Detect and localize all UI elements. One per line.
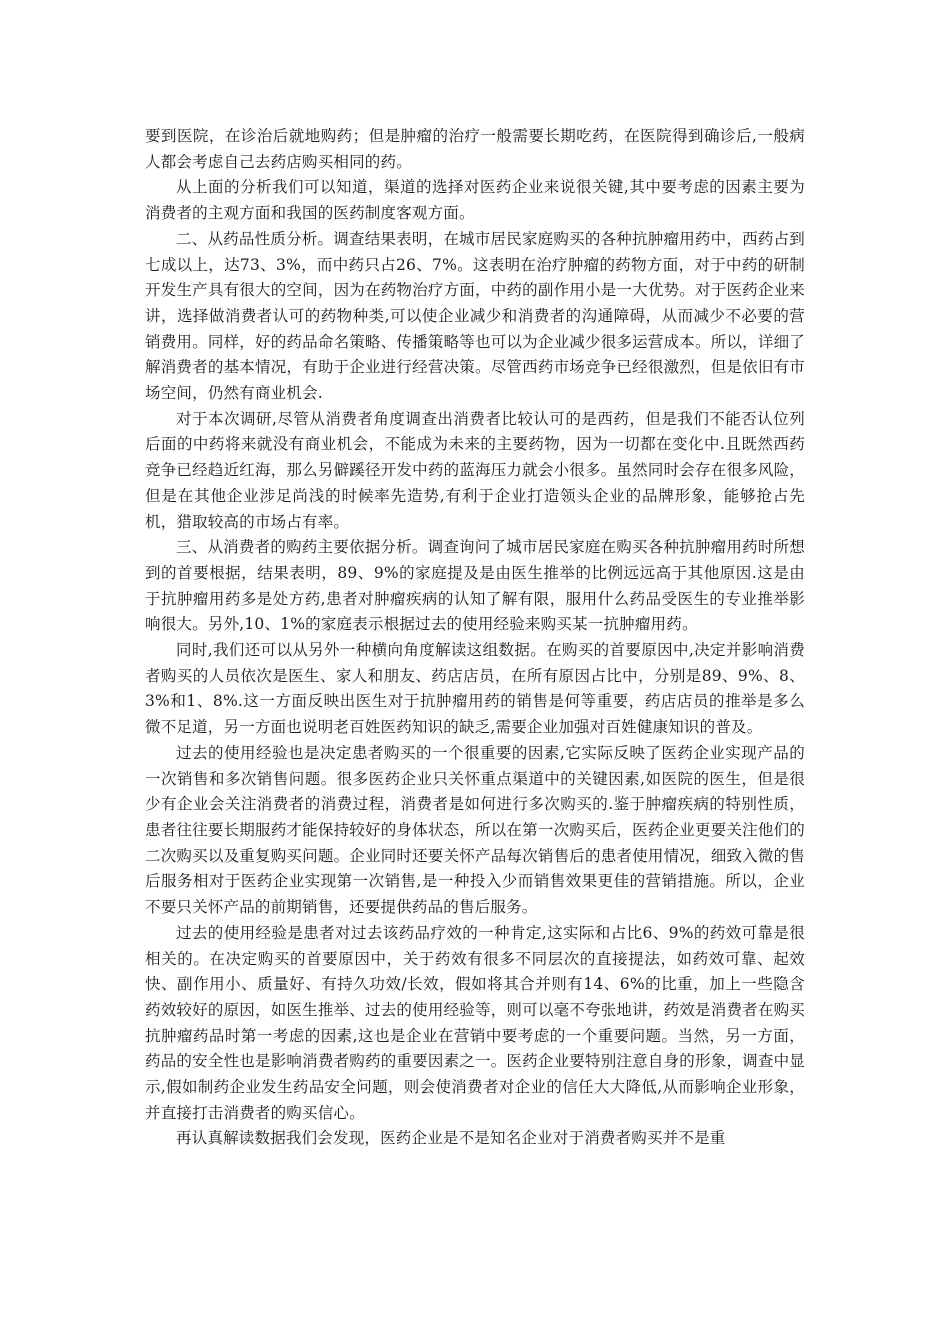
document-body <box>145 124 805 1152</box>
paragraph-efficacy: 过去的使用经验是患者对过去该药品疗效的一种肯定,这实际和占比6、9%的药效可靠是很相关的。在决定购买的首要原因中，关于药效有很多不同层次的直接提法，如药效可靠、起效快、副作用小、质量好、有持久功效/长效，假如将其合并则有14、6%的比重，加上一些隐含药效较好的原因，如医生推举、过去的使用经验等，则可以毫不夸张地讲，药效是消费者在购买抗肿瘤药品时第一考虑的因素,这也是企业在营销中要考虑的一个重要问题。当然，另一方面，药品的安全性也是影响消费者购药的重要因素之一。医药企业要特别注意自身的形象，调查中显示,假如制药企业发生药品安全问题，则会使消费者对企业的信任大大降低,从而影响企业形象，并直接打击消费者的购买信心。 <box>145 923 805 1122</box>
paragraph-continuation: 要到医院，在诊治后就地购药；但是肿瘤的治疗一般需要长期吃药，在医院得到确诊后,一般病人都会考虑自己去药店购买相同的药。 <box>145 127 805 171</box>
paragraph-channel-summary: 从上面的分析我们可以知道，渠道的选择对医药企业来说很关键,其中要考虑的因素主要为消费者的主观方面和我国的医药制度客观方面。 <box>145 178 805 223</box>
paragraph-usage-experience: 过去的使用经验也是决定患者购买的一个很重要的因素,它实际反映了医药企业实现产品的一次销售和多次销售问题。很多医药企业只关怀重点渠道中的关键因素,如医院的医生，但是很少有企业会关注消费者的消费过程，消费者是如何进行多次购买的.鉴于肿瘤疾病的特别性质，患者往往要长期服药才能保持较好的身体状态，所以在第一次购买后，医药企业更要关注他们的二次购买以及重复购买问题。企业同时还要关怀产品每次销售后的患者使用情况，细致入微的售后服务相对于医药企业实现第一次销售,是一种投入少而销售效果更佳的营销措施。所以，企业不要只关怀产品的前期销售，还要提供药品的售后服务。 <box>145 743 805 917</box>
paragraph-purchase-basis-analysis: 三、从消费者的购药主要依据分析。调查询问了城市居民家庭在购买各种抗肿瘤用药时所想到的首要根据，结果表明，89、9%的家庭提及是由医生推举的比例远远高于其他原因.这是由于抗肿瘤用药多是处方药,患者对肿瘤疾病的认知了解有限，服用什么药品受医生的专业推举影响很大。另外,10、1%的家庭表示根据过去的使用经验来购买某一抗肿瘤用药。 <box>145 538 805 634</box>
paragraph-chinese-medicine-opportunity: 对于本次调研,尽管从消费者角度调查出消费者比较认可的是西药，但是我们不能否认位列后面的中药将来就没有商业机会，不能成为未来的主要药物，因为一切都在变化中.且既然西药竞争已经趋近红海，那么另僻蹊径开发中药的蓝海压力就会小很多。虽然同时会存在很多风险，但是在其他企业涉足尚浅的时候率先造势,有利于企业打造领头企业的品牌形象，能够抢占先机，猎取较高的市场占有率。 <box>145 409 805 531</box>
paragraph-drug-nature-analysis: 二、从药品性质分析。调查结果表明，在城市居民家庭购买的各种抗肿瘤用药中，西药占到七成以上，达73、3%，而中药只占26、7%。这表明在治疗肿瘤的药物方面，对于中药的研制开发生产具有很大的空间，因为在药物治疗方面，中药的副作用小是一大优势。对于医药企业来讲，选择做消费者认可的药物种类,可以使企业减少和消费者的沟通障碍，从而减少不必要的营销费用。同样，好的药品命名策略、传播策略等也可以为企业减少很多运营成本。所以，详细了解消费者的基本情况，有助于企业进行经营决策。尽管西药市场竞争已经很激烈，但是依旧有市场空间，仍然有商业机会. <box>145 229 805 403</box>
paragraph-brand-reputation: 再认真解读数据我们会发现，医药企业是不是知名企业对于消费者购买并不是重 <box>176 1129 726 1148</box>
paragraph-horizontal-reading: 同时,我们还可以从另外一种横向角度解读这组数据。在购买的首要原因中,决定并影响消费者购买的人员依次是医生、家人和朋友、药店店员，在所有原因占比中，分别是89、9%、8、3%和1、8%.这一方面反映出医生对于抗肿瘤用药的销售是何等重要，药店店员的推举是多么微不足道，另一方面也说明老百姓医药知识的缺乏,需要企业加强对百姓健康知识的普及。 <box>145 641 805 737</box>
